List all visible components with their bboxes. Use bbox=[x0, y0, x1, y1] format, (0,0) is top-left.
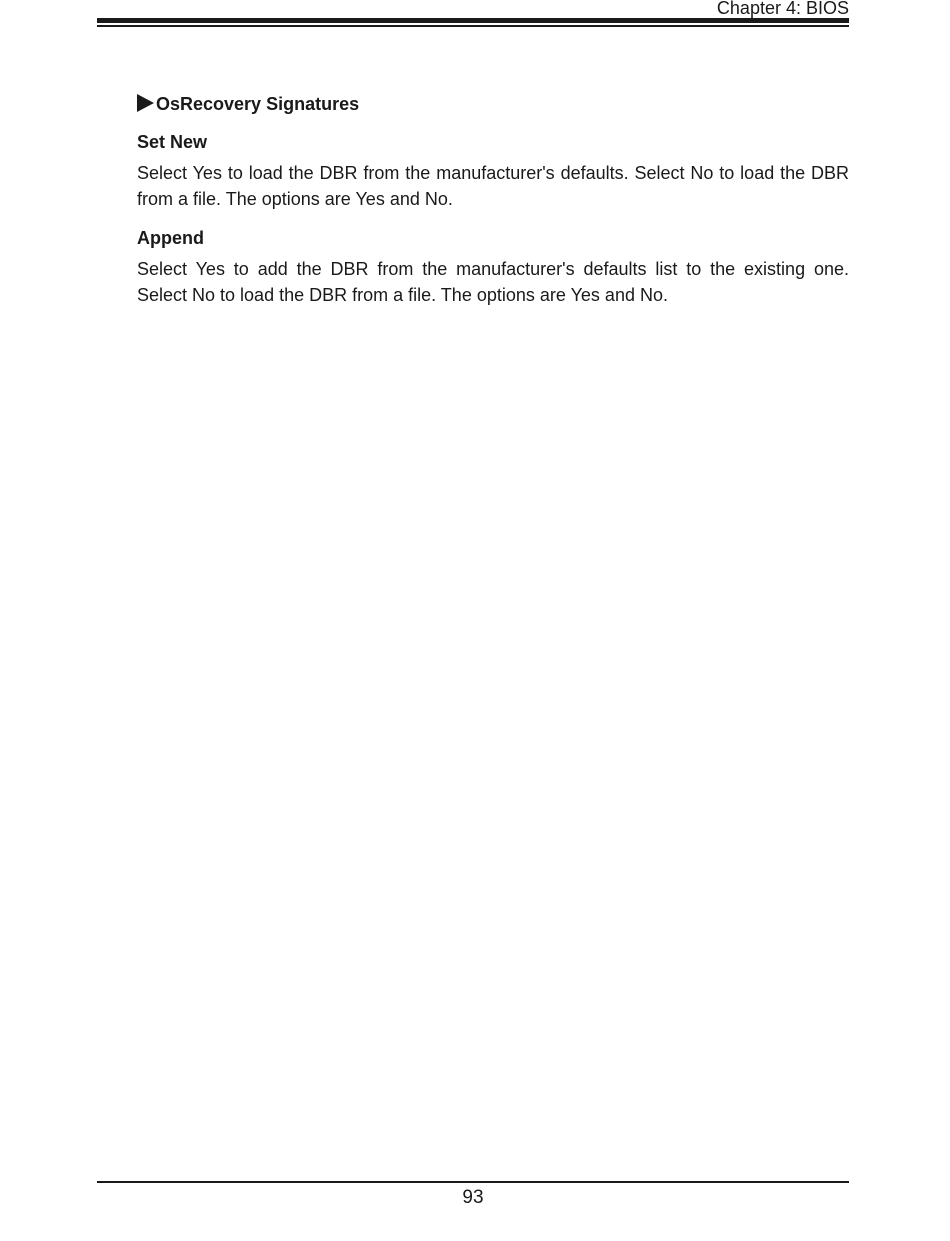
chapter-title: Chapter 4: BIOS bbox=[716, 0, 849, 18]
section-heading bbox=[137, 92, 849, 116]
item-description-append: Select Yes to add the DBR from the manufacturer's defaults list to the existing one. Select No to load the DBR from a file. The options are Yes and No. bbox=[137, 259, 849, 305]
item-heading-append: Append bbox=[137, 228, 204, 248]
header-rule-thin bbox=[97, 25, 849, 27]
footer-rule bbox=[97, 1181, 849, 1183]
section-title: OsRecovery Signatures bbox=[156, 94, 360, 114]
item-description-set-new: Select Yes to load the DBR from the manufacturer's defaults. Select No to load the DBR from a file. The options are Yes and No. bbox=[137, 163, 849, 209]
header-rule-thick bbox=[97, 18, 849, 23]
right-triangle-icon bbox=[137, 94, 154, 112]
item-heading-set-new: Set New bbox=[137, 132, 208, 152]
page-number: 93 bbox=[462, 1187, 484, 1208]
page-content bbox=[137, 92, 849, 308]
